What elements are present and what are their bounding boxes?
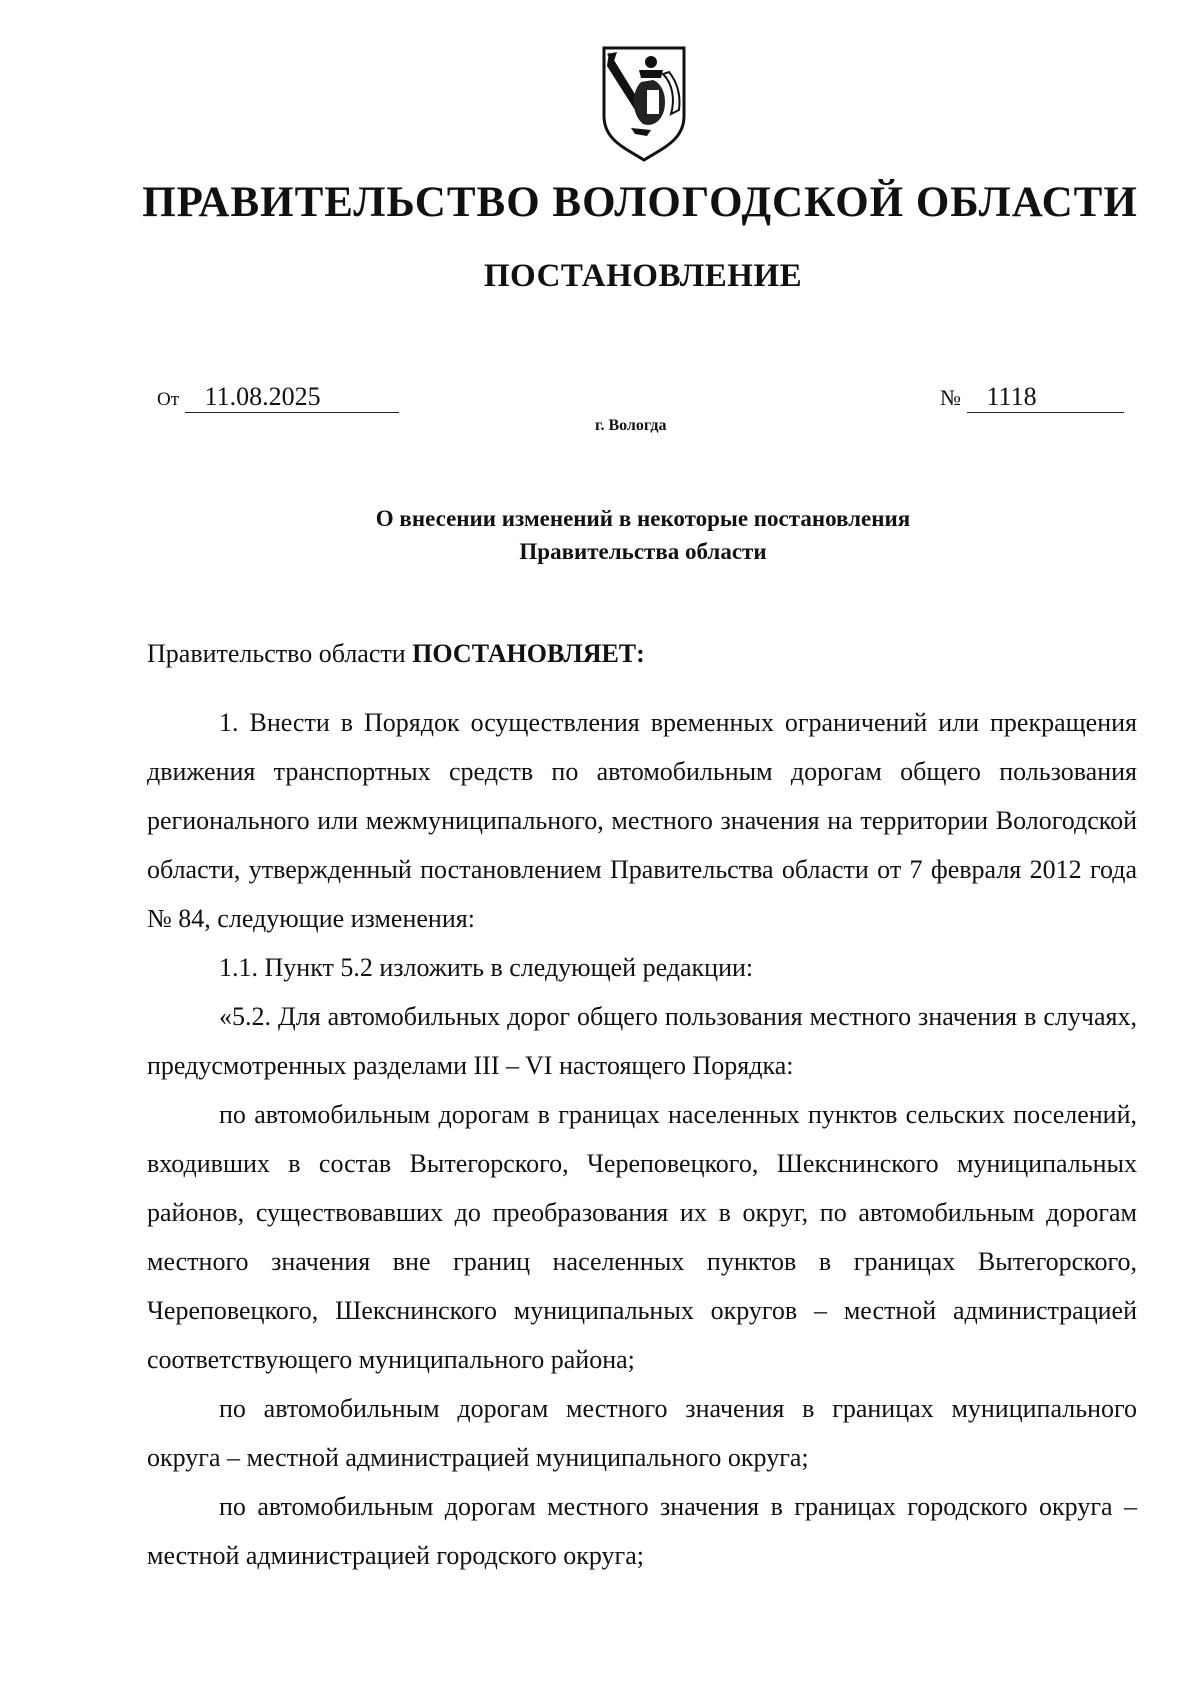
document-date: 11.08.2025 [185, 382, 399, 413]
document-body [147, 698, 1137, 1580]
paragraph-1-1: 1.1. Пункт 5.2 изложить в следующей редакции: [219, 953, 754, 982]
city-label: г. Вологда [595, 417, 667, 434]
date-prefix: От [157, 389, 180, 410]
subject-line-2: Правительства области [519, 539, 767, 564]
document-subject [43, 502, 1200, 568]
coat-of-arms-icon [601, 44, 687, 162]
paragraph-municipal-okrug-roads: по автомобильным дорогам местного значения в границах муниципального округа – местной администрацией муниципального округа; [147, 1394, 1137, 1472]
date-row [157, 382, 399, 413]
number-row [940, 382, 1124, 413]
paragraph-1: 1. Внести в Порядок осуществления временных ограничений или прекращения движения транспортных средств по автомобильным дорогам общего пользования регионального или межмуниципального, местного значения на территории Вологодской области, утвержденный постановлением Правительства области от 7 февраля 2012 года № 84, следующие изменения: [147, 708, 1137, 933]
resolution-intro [147, 639, 645, 669]
paragraph-rural-roads: по автомобильным дорогам в границах населенных пунктов сельских поселений, входивших в состав Вытегорского, Череповецкого, Шекснинского муниципальных районов, существовавших до преобразования их в округ, по автомобильным дорогам местного значения вне границ населенных пунктов в границах Вытегорского, Череповецкого, Шекснинского муниципальных округов – местной администрацией соответствующего муниципального района; [147, 1100, 1137, 1374]
document-number: 1118 [967, 382, 1124, 413]
intro-text: Правительство области [147, 639, 413, 668]
paragraph-city-okrug-roads: по автомобильным дорогам местного значения в границах городского округа – местной администрацией городского округа; [147, 1492, 1137, 1570]
organization-title: ПРАВИТЕЛЬСТВО ВОЛОГОДСКОЙ ОБЛАСТИ [142, 179, 1138, 226]
subject-line-1: О внесении изменений в некоторые постановления [375, 506, 911, 531]
paragraph-5-2: «5.2. Для автомобильных дорог общего пользования местного значения в случаях, предусмотренных разделами III – VI настоящего Порядка: [147, 1002, 1137, 1080]
number-prefix: № [940, 385, 961, 410]
document-type: ПОСТАНОВЛЕНИЕ [483, 258, 803, 294]
intro-verb: ПОСТАНОВЛЯЕТ: [412, 639, 645, 668]
